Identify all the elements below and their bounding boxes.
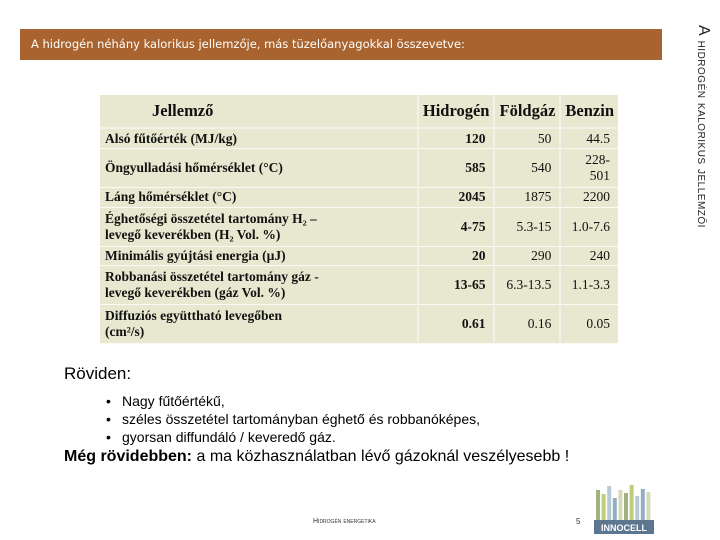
page-number: 5 <box>576 517 581 526</box>
row-label: Alsó fűtőérték (MJ/kg) <box>100 128 418 149</box>
table-row <box>100 246 618 266</box>
column-header-property: Jellemző <box>100 95 418 128</box>
hydrogen-value: 2045 <box>418 187 495 207</box>
petrol-value: 228-501 <box>560 149 618 188</box>
shorter-summary-label: Még rövidebben: <box>64 448 193 465</box>
slide-title: A hidrogén néhány kalorikus jellemzője, más tüzelőanyagokkal összevetve: <box>31 37 465 51</box>
column-header-petrol: Benzin <box>560 95 618 128</box>
logo-bar <box>613 498 617 520</box>
logo-bar <box>602 494 606 520</box>
row-label <box>100 305 418 344</box>
table-row <box>100 305 618 344</box>
properties-table <box>100 95 618 344</box>
bullet-icon: • <box>106 411 111 427</box>
hydrogen-value: 0.61 <box>418 305 495 344</box>
table-row <box>100 187 618 207</box>
properties-table-container <box>100 95 618 344</box>
petrol-value: 2200 <box>560 187 618 207</box>
hydrogen-value: 4-75 <box>418 207 495 246</box>
list-item-text: gyorsan diffundáló / keveredő gáz. <box>122 429 336 445</box>
logo-bar <box>618 490 622 520</box>
logo-bar <box>646 492 650 520</box>
hydrogen-value: 120 <box>418 128 495 149</box>
list-item <box>106 410 684 428</box>
logo-wordmark: INNOCELL <box>601 523 647 533</box>
petrol-value: 0.05 <box>560 305 618 344</box>
hydrogen-value: 13-65 <box>418 266 495 305</box>
table-row <box>100 266 618 305</box>
hydrogen-value: 20 <box>418 246 495 266</box>
logo-bar <box>630 485 634 520</box>
logo-bar <box>641 489 645 520</box>
bullet-icon: • <box>106 393 111 409</box>
side-title-initial: A <box>695 25 712 37</box>
list-item <box>106 428 684 446</box>
column-header-hydrogen: Hidrogén <box>418 95 495 128</box>
petrol-value: 240 <box>560 246 618 266</box>
table-row <box>100 128 618 149</box>
row-label: Minimális gyújtási energia (µJ) <box>100 246 418 266</box>
hydrogen-value: 585 <box>418 149 495 188</box>
row-label: Öngyulladási hőmérséklet (°C) <box>100 149 418 188</box>
summary-heading: Röviden: <box>64 364 132 383</box>
row-label <box>100 207 418 246</box>
logo-bar <box>596 490 600 520</box>
natural-gas-value: 6.3-13.5 <box>494 266 560 305</box>
natural-gas-value: 5.3-15 <box>494 207 560 246</box>
row-label <box>100 266 418 305</box>
natural-gas-value: 0.16 <box>494 305 560 344</box>
petrol-value: 1.0-7.6 <box>560 207 618 246</box>
table-header-row <box>100 95 618 128</box>
bullet-icon: • <box>106 429 111 445</box>
column-header-natural-gas: Földgáz <box>494 95 560 128</box>
footer-label: Hidrogén energetika <box>313 518 376 525</box>
natural-gas-value: 290 <box>494 246 560 266</box>
summary-section <box>64 364 684 466</box>
row-label-line2: levegő keverékben (gáz Vol. %) <box>105 285 286 301</box>
shorter-summary <box>64 448 684 466</box>
natural-gas-value: 1875 <box>494 187 560 207</box>
list-item-text: Nagy fűtőértékű, <box>122 393 225 409</box>
list-item-text: széles összetétel tartományban éghető és robbanóképes, <box>122 411 481 427</box>
row-label-line2: levegő keverékben (H₂ Vol. %) <box>105 226 281 242</box>
logo-bar <box>607 486 611 520</box>
summary-bullet-list <box>64 392 684 446</box>
logo-bar <box>635 496 639 520</box>
petrol-value: 1.1-3.3 <box>560 266 618 305</box>
vertical-side-title <box>690 25 712 305</box>
row-label-line2: (cm²/s) <box>105 324 145 340</box>
natural-gas-value: 50 <box>494 128 560 149</box>
table-row <box>100 149 618 188</box>
footer-text <box>313 518 376 525</box>
natural-gas-value: 540 <box>494 149 560 188</box>
row-label: Láng hőmérséklet (°C) <box>100 187 418 207</box>
row-label-line1: Éghetőségi összetétel tartomány H₂ – <box>105 210 317 226</box>
list-item <box>106 392 684 410</box>
row-label-line1: Diffuziós együttható levegőben <box>105 308 282 324</box>
row-label-line1: Robbanási összetétel tartomány gáz - <box>105 269 319 285</box>
side-title-text: hidrogén kalorikus jellemzői <box>695 40 711 228</box>
innocell-logo-icon <box>594 483 654 535</box>
table-row <box>100 207 618 246</box>
slide-title-bar <box>20 29 662 60</box>
logo-bar <box>624 493 628 520</box>
shorter-summary-text: a ma közhasználatban lévő gázoknál veszélyesebb ! <box>196 448 570 465</box>
petrol-value: 44.5 <box>560 128 618 149</box>
